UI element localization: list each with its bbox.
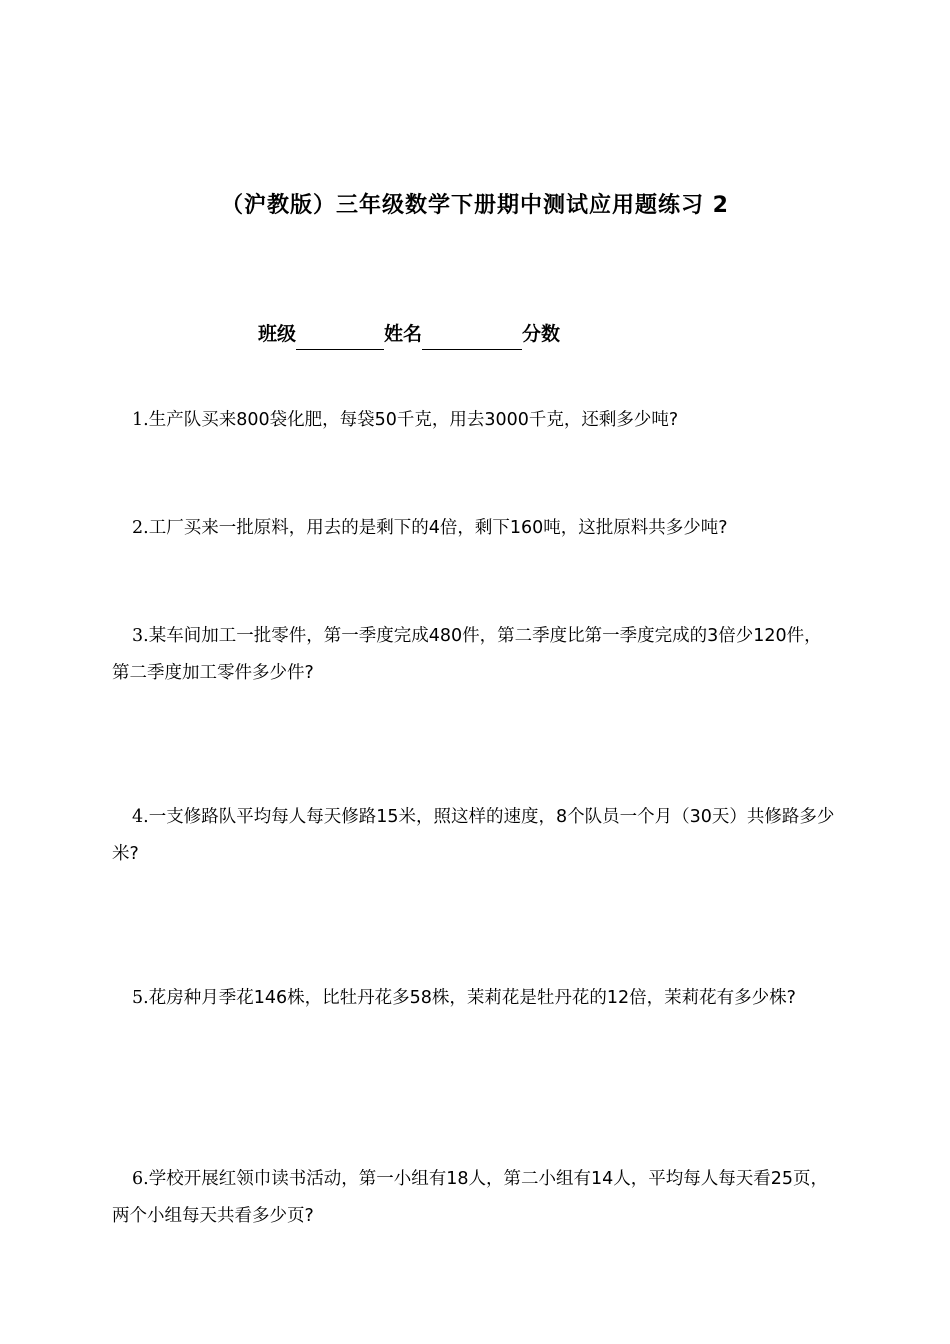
question-text: 学校开展红领巾读书活动，第一小组有18人，第二小组有14人，平均每人每天看25页，两个小组每天共看多少页? — [112, 1169, 829, 1226]
question-2 — [112, 510, 838, 547]
question-text: 某车间加工一批零件，第一季度完成480件，第二季度比第一季度完成的3倍少120件，第二季度加工零件多少件? — [112, 626, 822, 683]
question-1 — [112, 402, 838, 439]
question-3 — [112, 618, 838, 692]
question-5 — [112, 980, 838, 1017]
score-label: 分数 — [522, 323, 561, 345]
question-6 — [112, 1161, 838, 1235]
question-number: 6. — [132, 1169, 149, 1189]
question-number: 4. — [132, 807, 149, 827]
question-number: 2. — [132, 518, 149, 538]
question-text: 工厂买来一批原料，用去的是剩下的4倍，剩下160吨，这批原料共多少吨? — [148, 518, 728, 538]
name-label: 姓名 — [384, 323, 423, 345]
question-text: 一支修路队平均每人每天修路15米，照这样的速度，8个队员一个月（30天）共修路多少米? — [112, 807, 835, 864]
question-number: 1. — [132, 410, 149, 430]
question-text: 花房种月季花146株，比牡丹花多58株，茉莉花是牡丹花的12倍，茉莉花有多少株? — [148, 988, 796, 1008]
question-text: 生产队买来800袋化肥，每袋50千克，用去3000千克，还剩多少吨? — [148, 410, 679, 430]
class-blank — [296, 325, 384, 350]
class-label: 班级 — [258, 323, 297, 345]
student-info-line — [258, 318, 560, 350]
name-blank — [422, 325, 522, 350]
page-title: （沪教版）三年级数学下册期中测试应用题练习 2 — [221, 193, 729, 218]
question-number: 5. — [132, 988, 149, 1008]
question-number: 3. — [132, 626, 149, 646]
question-4 — [112, 799, 838, 873]
